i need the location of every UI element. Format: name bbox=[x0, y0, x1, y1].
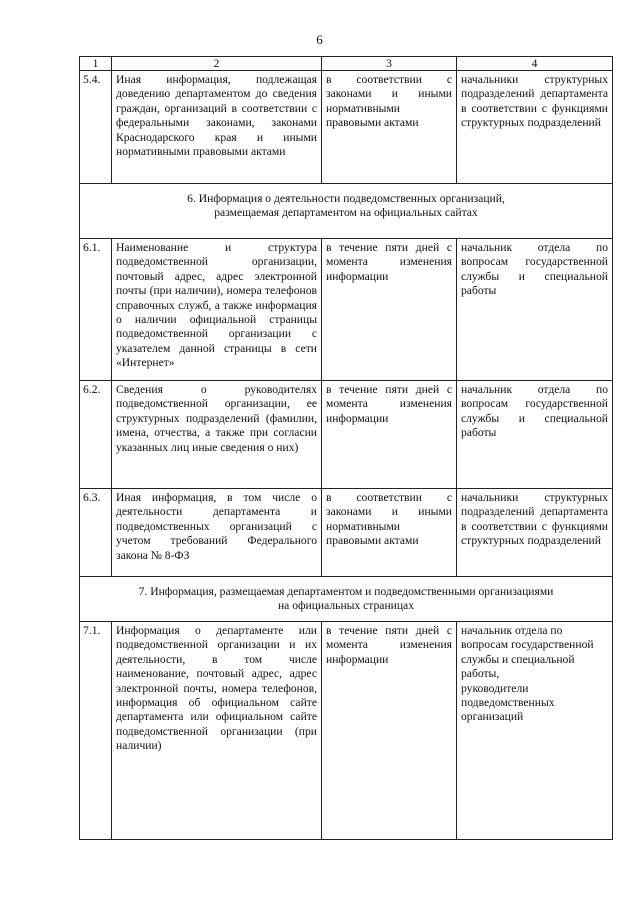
period-cell: в течение пяти дней с момента изменения информации bbox=[322, 381, 457, 489]
row-number: 6.1. bbox=[80, 239, 112, 381]
table-row bbox=[80, 489, 613, 577]
info-cell: Иная информация, в том числе о деятельности департамента и подведомственных организаций с учетом требований Федерального закона № 8-ФЗ bbox=[112, 489, 322, 577]
info-cell: Информация о департаменте или подведомственной организации и их деятельности, в том числе наименование, почтовый адрес, адрес электронной почты, номера телефонов, информация об официальном сайте департамента или официальном сайте подведомственной организации (при наличии) bbox=[112, 622, 322, 840]
responsible-cell: начальники структурных подразделений департамента в соответствии с функциями структурных подразделений bbox=[457, 71, 613, 184]
table-row bbox=[80, 71, 613, 184]
section-heading-line: размещаемая департаментом на официальных сайтах bbox=[214, 206, 478, 220]
column-header: 4 bbox=[457, 57, 613, 71]
table-row bbox=[80, 239, 613, 381]
responsible-cell bbox=[457, 622, 613, 840]
section-heading-line: на официальных страницах bbox=[277, 599, 415, 613]
period-cell: в течение пяти дней с момента изменения информации bbox=[322, 622, 457, 840]
period-cell: в течение пяти дней с момента изменения информации bbox=[322, 239, 457, 381]
responsible-cell: начальник отдела по вопросам государственной службы и специальной работы bbox=[457, 239, 613, 381]
page-number: 6 bbox=[316, 32, 323, 47]
column-header: 1 bbox=[80, 57, 112, 71]
table-row bbox=[80, 622, 613, 840]
responsible-cell: начальник отдела по вопросам государственной службы и специальной работы bbox=[457, 381, 613, 489]
info-cell: Сведения о руководителях подведомственной организации, ее структурных подразделений (фамилии, имена, отчества, а также при согласии указанных лиц иные сведения о них) bbox=[112, 381, 322, 489]
information-table bbox=[79, 56, 613, 840]
section-row bbox=[80, 577, 613, 622]
period-cell: в соответствии с законами и иными нормативными правовыми актами bbox=[322, 71, 457, 184]
section-heading-line: 7. Информация, размещаемая департаментом и подведомственными организациями bbox=[138, 585, 554, 598]
section-heading bbox=[80, 577, 613, 622]
section-heading-line: 6. Информация о деятельности подведомственных организаций, bbox=[187, 192, 505, 205]
row-number: 5.4. bbox=[80, 71, 112, 184]
row-number: 7.1. bbox=[80, 622, 112, 840]
table-header-row bbox=[80, 57, 613, 71]
responsible-line: руководители подведомственных организаций bbox=[461, 681, 555, 724]
column-header: 2 bbox=[112, 57, 322, 71]
row-number: 6.2. bbox=[80, 381, 112, 489]
section-heading bbox=[80, 184, 613, 239]
responsible-cell: начальники структурных подразделений департамента в соответствии с функциями структурных подразделений bbox=[457, 489, 613, 577]
info-cell: Иная информация, подлежащая доведению департаментом до сведения граждан, организаций в соответствии с федеральными законами, законами Краснодарского края и иными нормативными правовыми актами bbox=[112, 71, 322, 184]
row-number: 6.3. bbox=[80, 489, 112, 577]
responsible-line: начальник отдела по вопросам государственной службы и специальной работы, bbox=[461, 624, 594, 681]
period-cell: в соответствии с законами и иными нормативными правовыми актами bbox=[322, 489, 457, 577]
info-cell: Наименование и структура подведомственной организации, почтовый адрес, адрес электронной почты (при наличии), номера телефонов справочных служб, а также информация о наличии официальной страницы подведомственной организации с указателем данной страницы в сети «Интернет» bbox=[112, 239, 322, 381]
table-row bbox=[80, 381, 613, 489]
column-header: 3 bbox=[322, 57, 457, 71]
section-row bbox=[80, 184, 613, 239]
